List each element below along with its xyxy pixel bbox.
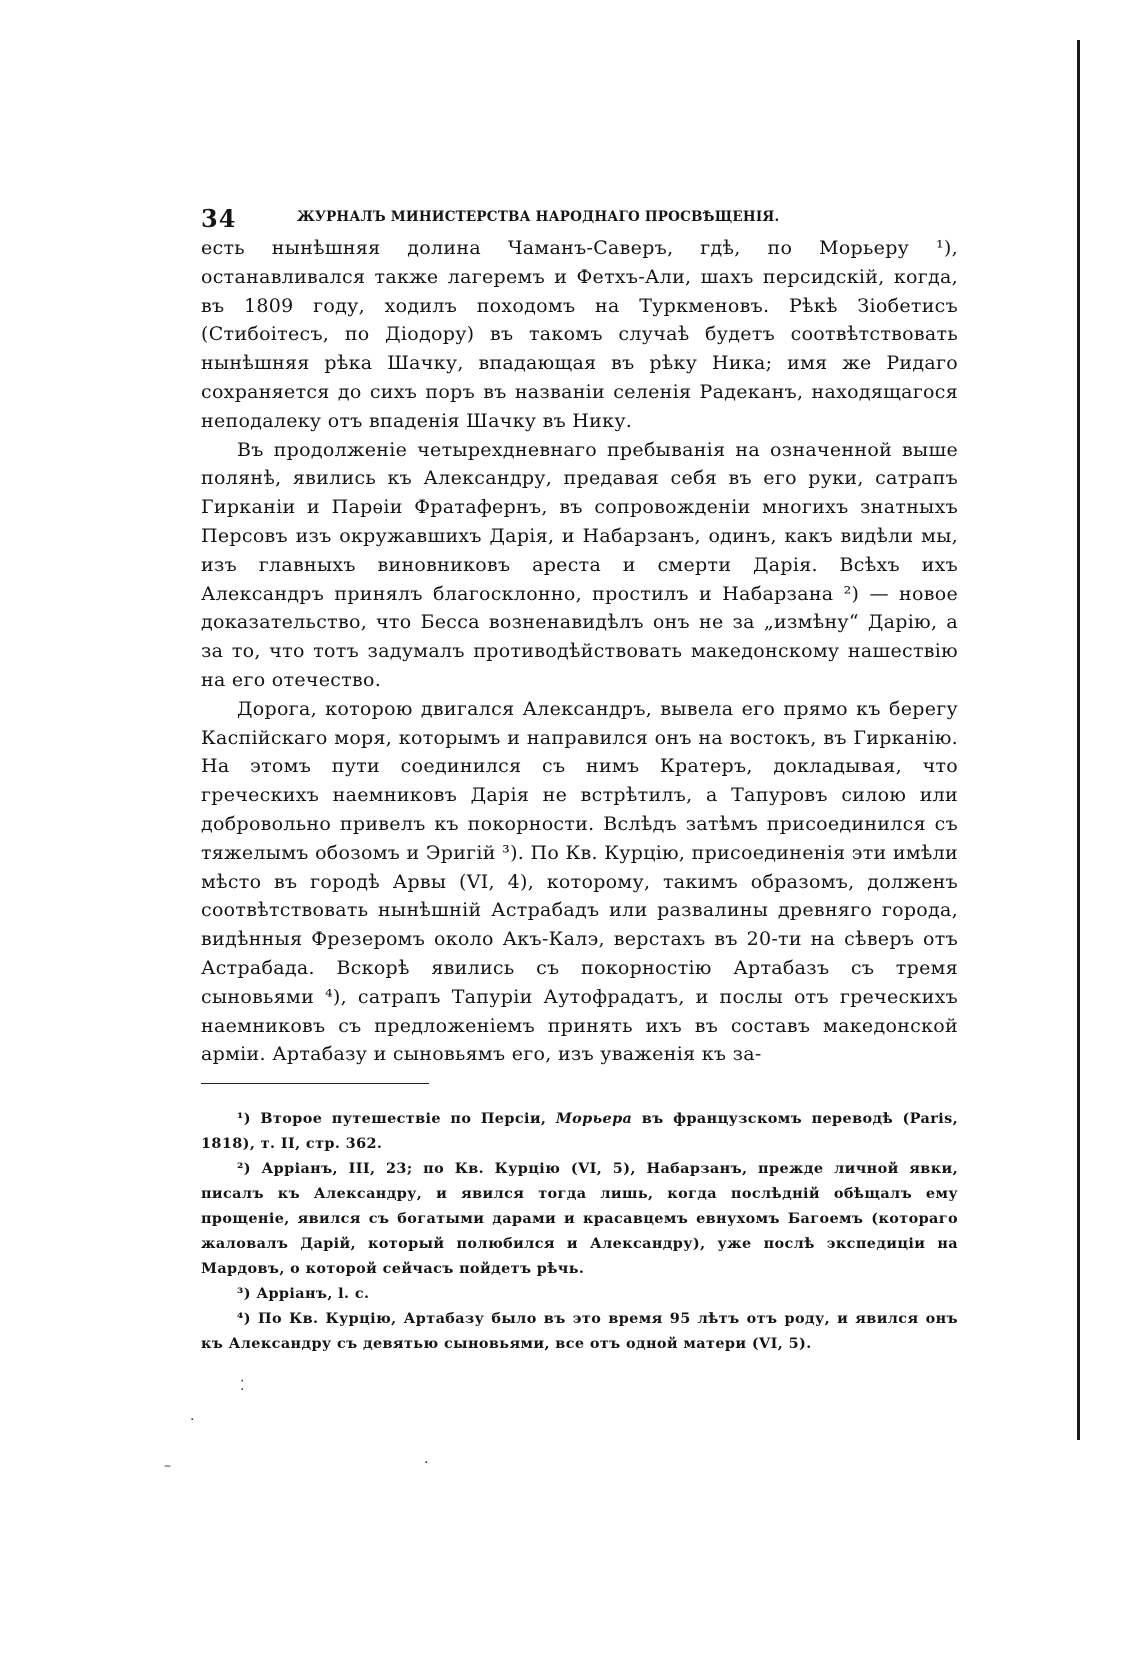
footnote-3 [201,1281,958,1306]
footnote-2-marker: ²) [237,1160,251,1178]
footnote-4-marker: ⁴) [237,1310,251,1328]
footnote-2-text: Арріанъ, III, 23; по Кв. Курцію (VI, 5), Набарзанъ, прежде личной явки, писалъ къ Александру, и явился тогда лишь, когда послѣдній обѣщалъ ему прощеніе, явился съ богатыми дарами и красавцемъ евнухомъ Багоемъ (котораго жаловалъ Дарій, который полюбился и Александру), уже послѣ экспедиціи на Мардовъ, о которой сейчасъ пойдетъ рѣчь. [201,1160,958,1278]
paragraph-3: Дорога, которою двигался Александръ, вывела его прямо къ берегу Каспійскаго моря, которымъ и направился онъ на востокъ, въ Гирканію. На этомъ пути соединился съ нимъ Кратеръ, докладывая, что греческихъ наемниковъ Дарія не встрѣтилъ, а Тапуровъ силою или добровольно привелъ къ покорности. Вслѣдъ затѣмъ присоединился съ тяжелымъ обозомъ и Эригій ³). По Кв. Курцію, присоединенія эти имѣли мѣсто въ городѣ Арвы (VI, 4), которому, такимъ образомъ, долженъ соотвѣтствовать нынѣшній Астрабадъ или развалины древняго города, видѣнныя Фрезеромъ около Акъ-Калэ, верстахъ въ 20-ти на сѣверъ отъ Астрабада. Вскорѣ явились съ покорностію Артабазъ съ тремя сыновьями ⁴), сатрапъ Тапуріи Аутофрадатъ, и послы отъ греческихъ наемниковъ съ предложеніемъ принять ихъ въ составъ македонской арміи. Артабазу и сыновьямъ его, изъ уваженія къ за- [201,697,958,1066]
scan-speck: ⁚ [240,1378,245,1394]
footnote-3-marker: ³) [237,1285,251,1303]
paragraph-2: Въ продолженіе четырехдневнаго пребыванія на означенной выше полянѣ, явились къ Александру, предавая себя въ его руки, сатрапъ Гирканіи и Парѳіи Фратафернъ, въ сопровожденіи многихъ знатныхъ Персовъ изъ окружавшихъ Дарія, и Набарзанъ, одинъ, какъ видѣли мы, изъ главныхъ виновниковъ ареста и смерти Дарія. Всѣхъ ихъ Александръ принялъ благосклонно, простилъ и Набарзана ²) — новое доказательство, что Бесса возненавидѣлъ онъ не за „измѣну“ Дарію, а за то, что тотъ задумалъ противодѣйствовать македонскому нашествію на его отечество. [201,438,958,691]
running-title: ЖУРНАЛЪ МИНИСТЕРСТВА НАРОДНАГО ПРОСВѢЩЕНІЯ. [297,209,780,225]
book-page [201,200,958,1356]
scan-edge-line [1077,40,1080,1440]
paragraph-1: есть нынѣшняя долина Чаманъ-Саверъ, гдѣ, по Морьеру ¹), останавливался также лагеремъ и Фетхъ-Али, шахъ персидскій, когда, въ 1809 году, ходилъ походомъ на Туркменовъ. Рѣкѣ Зіобетисъ (Стибоітесъ, по Діодору) въ такомъ случаѣ будетъ соотвѣтствовать нынѣшняя рѣка Шачку, впадающая въ рѣку Ника; имя же Ридаго сохраняется до сихъ поръ въ названіи селенія Радеканъ, находящагося неподалеку отъ впаденія Шачку въ Нику. [201,237,958,432]
scan-speck: · [424,1455,429,1471]
footnote-1-marker: ¹) [237,1110,251,1128]
footnote-1-italic-author: Морьера [555,1110,633,1128]
footnote-4-text: По Кв. Курцію, Артабазу было въ это время 95 лѣтъ отъ роду, и явился онъ къ Александру съ девятью сыновьями, все отъ одной матери (VI, 5). [201,1310,958,1353]
page-header [201,200,958,234]
footnotes [201,1106,958,1356]
footnote-separator [201,1083,429,1084]
footnote-1 [201,1106,958,1156]
footnote-1-text-after: въ французскомъ переводѣ (Paris, 1818), т. II, стр. 362. [201,1110,958,1153]
footnote-1-text-before: Второе путешествіе по Персіи, [260,1110,556,1128]
page-number: 34 [201,204,237,233]
footnote-3-text: Арріанъ, l. c. [256,1285,370,1303]
footnote-2 [201,1156,958,1281]
scan-speck: – [164,1458,171,1474]
footnote-4 [201,1306,958,1356]
main-text [201,234,958,1069]
scan-speck: · [190,1412,195,1428]
